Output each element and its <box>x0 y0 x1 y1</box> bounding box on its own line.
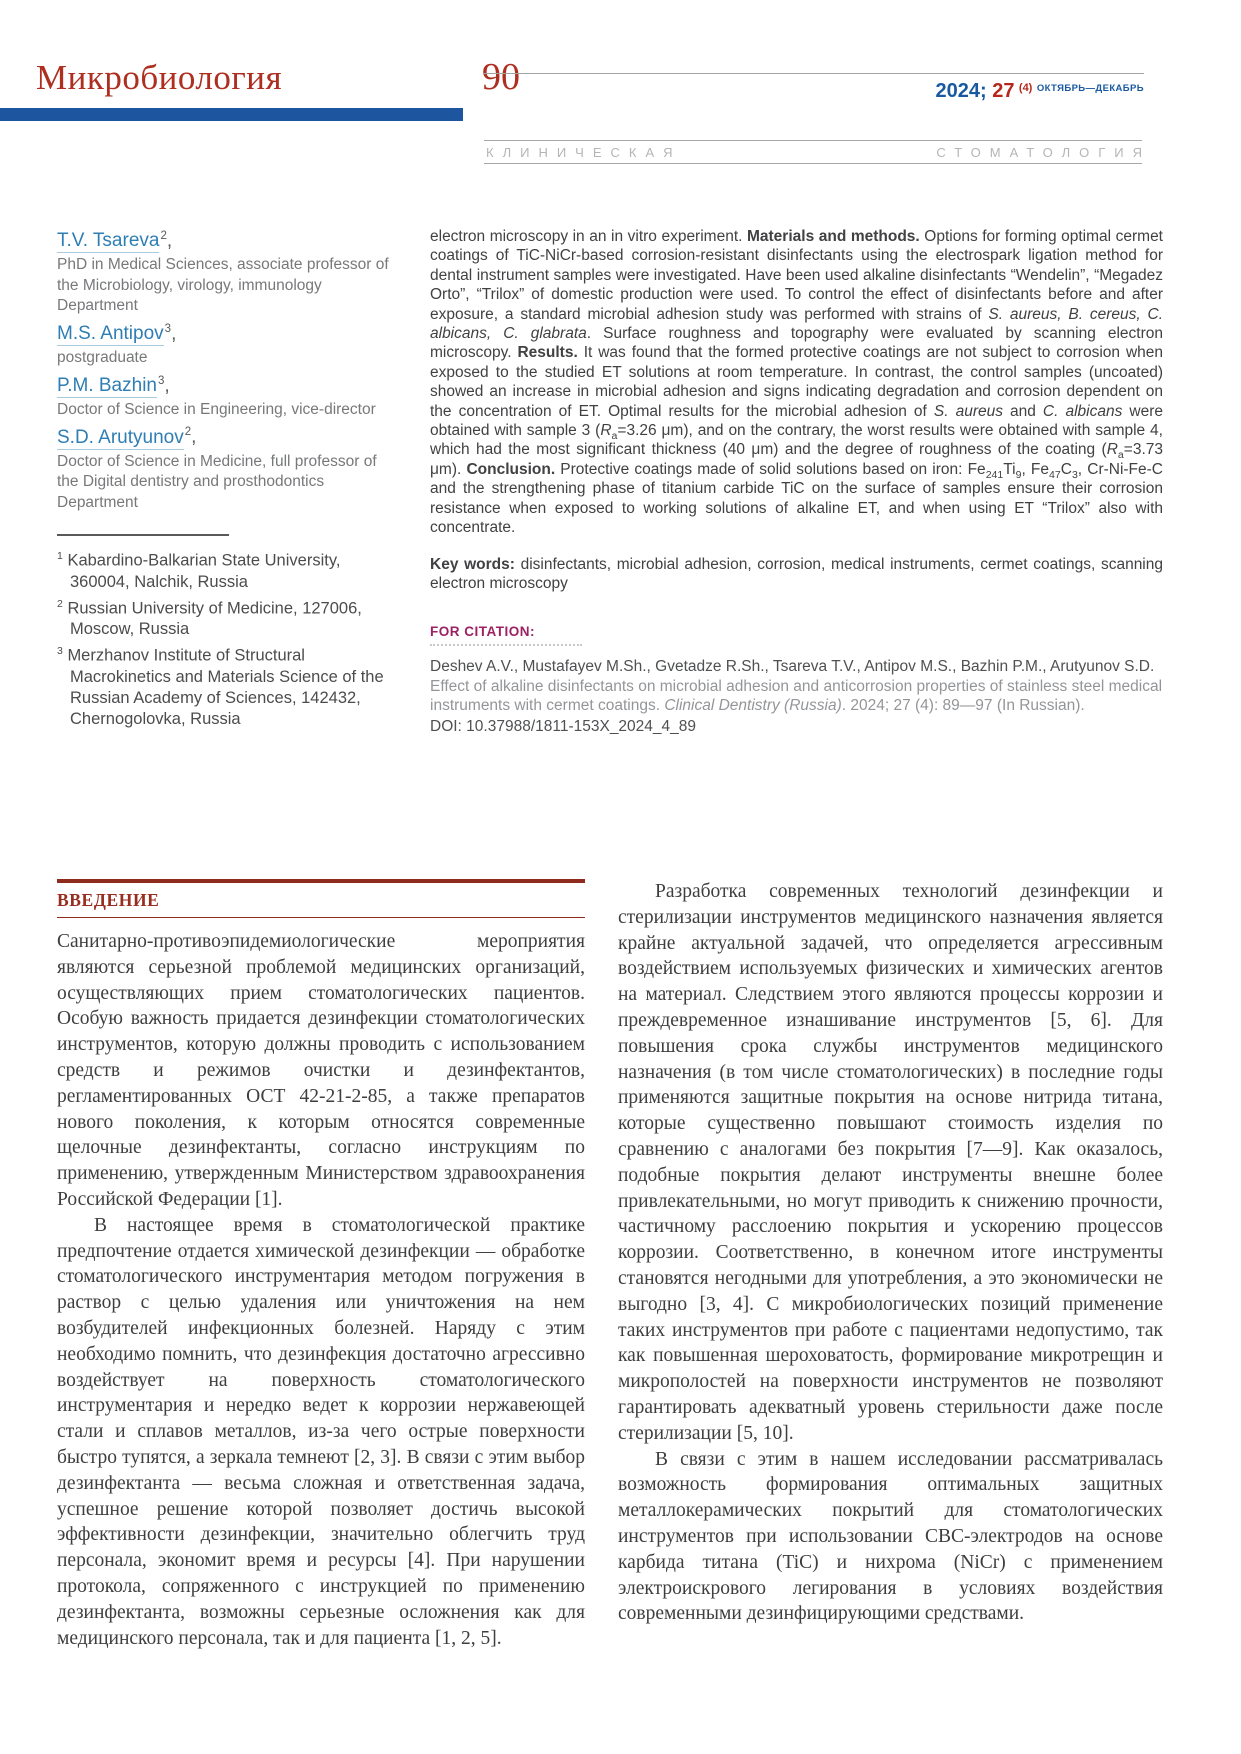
page-number: 90 <box>482 56 520 98</box>
author-affiliation-ref: 2 <box>160 230 167 242</box>
body-paragraph: В настоящее время в стоматологической практике предпочтение отдается химической дезинфекции — обработке стоматологического инструментария методом погружения в раствор с целью удаления или уничтожения на нем возбудителей инфекционных болезней. Наряду с этим необходимо помнить, что дезинфекция достаточно агрессивно воздействует на поверхность стоматологического инструментария и нередко ведет к коррозии нержавеющей стали и сплавов металлов, из-за чего острые поверхности быстро тупятся, а зеркала темнеют [2, 3]. В связи с этим выбор дезинфектанта — весьма сложная и ответственная задача, успешное решение которой позволяет достичь высокой эффективности дезинфекции, значительно облегчить труд персонала, экономит время и ресурсы [4]. При нарушении протокола, сопряженного с инструкцией по применению дезинфектанта, возможны серьезные осложнения как для медицинского персонала, так и для пациента [1, 2, 5]. <box>57 1214 585 1649</box>
author-affiliation-ref: 2 <box>184 426 192 439</box>
authors-column <box>57 227 397 736</box>
affiliation-item: $^2$ Russian University of Medicine, 127006, Moscow, Russia <box>57 597 362 639</box>
author-name-line: P.M. Bazhin$^3$, <box>57 374 170 396</box>
citation-doi: DOI: 10.37988/1811-153X_2024_4_89 <box>430 717 697 735</box>
keywords: Key words: disinfectants, microbial adhesion, corrosion, medical instruments, cermet coatings, scanning electron microscopy <box>430 555 1163 592</box>
author-entry <box>57 375 397 421</box>
author-degree: Doctor of Science in Medicine, full professor of the Digital dentistry and prosthodontics Department <box>57 452 377 511</box>
journal-name-word-2: СТОМАТОЛОГИЯ <box>936 145 1151 160</box>
author-entry <box>57 230 397 317</box>
body-paragraph: Санитарно-противоэпидемиологические мероприятия являются серьезной проблемой медицинских организаций, осуществляющих прием стоматологических пациентов. Особую важность придается дезинфекции стоматологических инструментов, которую должны проводить с использованием средств и режимов очистки и дезинфектантов, регламентированных ОСТ 42-21-2-85, а также препаратов нового поколения, к которым относятся современные щелочные дезинфектанты, согласно инструкциям по применению, утвержденным Министерством здравоохранения Российской Федерации [1]. <box>57 931 585 1210</box>
introduction-section <box>57 879 1163 1651</box>
body-paragraph: Разработка современных технологий дезинфекции и стерилизации инструментов медицинского назначения является крайне актуальной задачей, что определяется агрессивным воздействием используемых физических и химических агентов на материал. Следствием этого являются процессы коррозии и преждевременное изнашивание инструментов [5, 6]. Для повышения срока службы инструментов медицинского назначения (в том числе стоматологических) в последние годы применяются защитные покрытия на основе нитрида титана, которые существенно повышают стоимость изделия по сравнению с аналогами без покрытия [7—9]. Как оказалось, подобные покрытия делают инструменты внешне более привлекательными, но могут приводить к снижению прочности, частичному расслоению покрытия и ускорению процессов коррозии. Соответственно, в конечном итоге инструменты становятся негодными для употребления, а это экономически не выгодно [3, 4]. С микробиологических позиций применение таких инструментов при работе с пациентами недопустимо, так как повышенная шероховатость, формирование микротрещин и микрополостей на поверхности инструментов не позволяют гарантировать адекватный уровень стерильности даже после стерилизации [5, 10]. <box>618 881 1163 1444</box>
author-affiliation-ref: 3 <box>157 374 165 387</box>
affiliation-item: $^3$ Merzhanov Institute of Structural Macrokinetics and Materials Science of the Russian Academy of Sciences, 142432, Chernogolovka, Russia <box>57 645 384 728</box>
issue-number: (4) <box>1018 82 1033 94</box>
for-citation-heading: FOR CITATION: <box>430 624 535 640</box>
citation-dotted-divider <box>430 644 582 646</box>
section-label: Микробиология <box>36 58 283 97</box>
article-meta-section <box>57 227 1163 736</box>
body-paragraph: В связи с этим в нашем исследовании рассматривалась возможность формирования оптимальных защитных металлокерамических покрытий для стоматологических инструментов при использовании СВС-электродов на основе карбида титана (TiC) и нихрома (NiCr) с применением электроискрового легирования в условиях воздействия современными дезинфицирующими средствами. <box>618 1448 1163 1625</box>
issue-volume: 27 <box>992 80 1015 102</box>
journal-name <box>484 140 1151 164</box>
abstract-text: electron microscopy in an in vitro experiment. Materials and methods. Options for forming optimal cermet coatings of TiC-NiCr-based corrosion-resistant disinfectants using the electrospark ligation method for dental instrument samples were investigated. Have been used alkaline disinfectants “Wendelin”, “Megadez Orto”, “Trilox” of domestic production were used. To control the effect of disinfectants before and after exposure, a standard microbial adhesion study was performed with strains of S. aureus, B. cereus, C. albicans, C. glabrata. Surface roughness and topography were evaluated by scanning electron microscopy. Results. It was found that the formed protective coatings are not subject to corrosion when exposed to the studied ET solutions at room temperature. In contrast, the control samples (uncoated) showed an increase in microbial adhesion and signs indicating degradation and corrosion dependent on the concentration of ET. Optimal results for the microbial adhesion of S. aureus and C. albicans were obtained with sample 3 ($R_a=3.26$ μm), and on the contrary, the worst results were obtained with sample 4, which had the most significant thickness (40 μm) and the degree of roughness of the coating ($R_a=3.73$ μm). Conclusion. Protective coatings made of solid solutions based on iron: $Fe_{241}Ti_9$, $Fe_{47}C_3$, Cr-Ni-Fe-C and the strengthening phase of titanium carbide TiC on the surface of samples ensure their corrosion resistance when exposed to working solutions of alkaline ET, and when using ET “Trilox” also with concentrate. <box>430 228 1164 537</box>
abstract-column <box>430 227 1163 736</box>
citation-text: Deshev A.V., Mustafayev M.Sh., Gvetadze R.Sh., Tsareva T.V., Antipov M.S., Bazhin P.M., Arutyunov S.D. Effect of alkaline disinfectants on microbial adhesion and anticorrosion properties of stainless steel medical instruments with cermet coatings. Clinical Dentistry (Russia). 2024; 27 (4): 89—97 (In Russian). <box>430 658 1163 715</box>
author-entry <box>57 426 397 513</box>
author-link[interactable]: P.M. Bazhin <box>57 374 157 396</box>
author-link[interactable]: T.V. Tsareva <box>57 230 160 252</box>
author-entry <box>57 323 397 369</box>
author-affiliation-ref: 3 <box>164 322 172 335</box>
affiliation-text: Merzhanov Institute of Structural Macrokinetics and Materials Science of the Russian Academy of Sciences, 142432, Chernogolovka, Russia <box>67 646 384 728</box>
section-label-bar <box>0 108 463 121</box>
author-name-line: S.D. Arutyunov$^2$, <box>57 426 197 448</box>
affiliation-text: Kabardino-Balkarian State University, 360004, Nalchik, Russia <box>67 551 341 591</box>
body-column-right <box>618 879 1163 1651</box>
affiliation-item: $^1$ Kabardino-Balkarian State University, 360004, Nalchik, Russia <box>57 550 341 591</box>
author-name-line: T.V. Tsareva$^2$, <box>57 230 173 252</box>
author-name-line: M.S. Antipov$^3$, <box>57 322 177 345</box>
issue-months: ОКТЯБРЬ—ДЕКАБРЬ <box>1036 83 1144 94</box>
journal-name-word-1: КЛИНИЧЕСКАЯ <box>486 145 682 160</box>
author-degree: Doctor of Science in Engineering, vice-director <box>57 400 376 418</box>
intro-heading-block <box>57 879 585 918</box>
affiliations-divider <box>57 534 229 536</box>
citation-block <box>430 624 1163 736</box>
issue-year: 2024; <box>935 80 993 102</box>
intro-heading: ВВЕДЕНИЕ <box>57 890 160 910</box>
author-link[interactable]: S.D. Arutyunov <box>57 426 184 448</box>
author-degree: PhD in Medical Sciences, associate professor of the Microbiology, virology, immunology Department <box>57 256 389 315</box>
author-link[interactable]: M.S. Antipov <box>57 323 164 345</box>
body-column-left <box>57 879 585 1651</box>
author-degree: postgraduate <box>57 349 148 367</box>
affiliation-text: Russian University of Medicine, 127006, Moscow, Russia <box>67 599 362 639</box>
issue-info <box>484 73 1144 103</box>
